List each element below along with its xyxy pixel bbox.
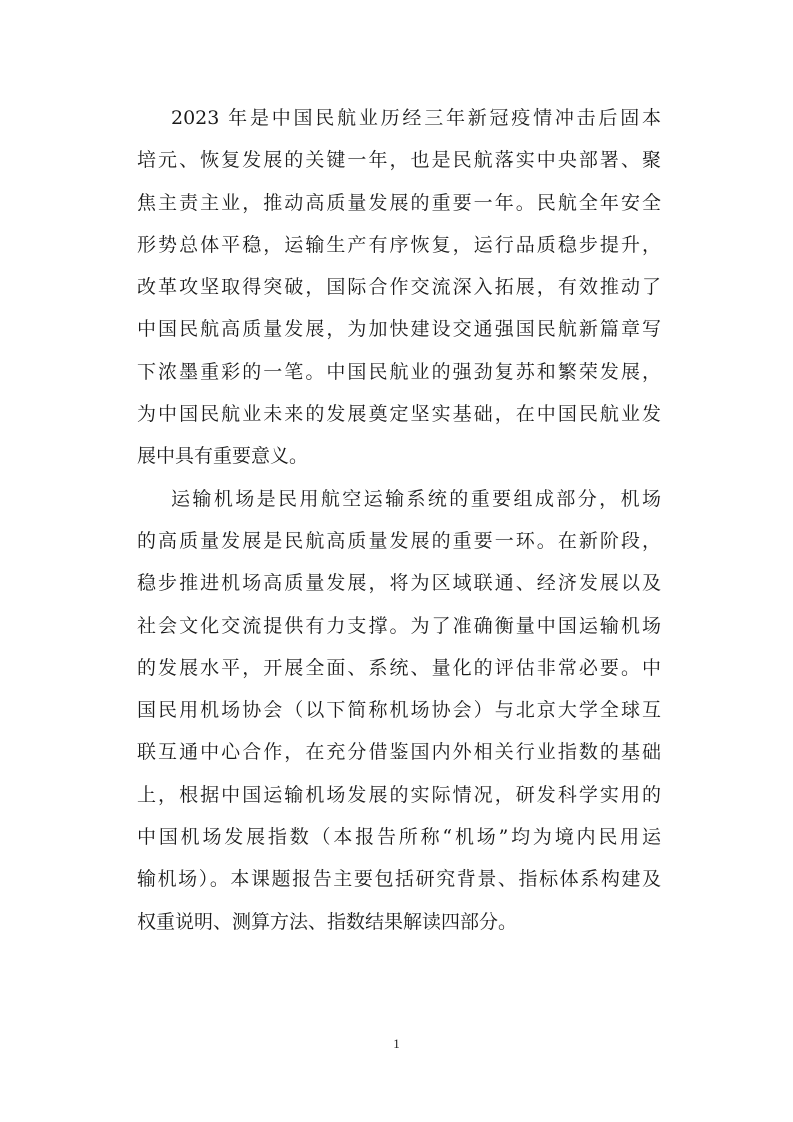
paragraph-line: 的发展水平，开展全面、系统、量化的评估非常必要。中 bbox=[137, 656, 661, 679]
paragraph-line: 2023 年是中国民航业历经三年新冠疫情冲击后固本 bbox=[171, 107, 661, 129]
paragraph-line: 改革攻坚取得突破，国际合作交流深入拓展，有效推动了 bbox=[137, 276, 661, 299]
paragraph-line: 联互通中心合作，在充分借鉴国内外相关行业指数的基础 bbox=[137, 741, 661, 764]
paragraph-line: 焦主责主业，推动高质量发展的重要一年。民航全年安全 bbox=[137, 191, 661, 214]
paragraph-line: 培元、恢复发展的关键一年，也是民航落实中央部署、聚 bbox=[137, 149, 661, 172]
paragraph-line: 上，根据中国运输机场发展的实际情况，研发科学实用的 bbox=[137, 783, 661, 806]
paragraph-line: 为中国民航业未来的发展奠定坚实基础，在中国民航业发 bbox=[137, 403, 661, 426]
paragraph-1 bbox=[137, 97, 661, 478]
paragraph-line: 形势总体平稳，运输生产有序恢复，运行品质稳步提升， bbox=[137, 233, 661, 256]
paragraph-2 bbox=[137, 478, 661, 943]
paragraph-line: 社会文化交流提供有力支撑。为了准确衡量中国运输机场 bbox=[137, 614, 661, 637]
paragraph-line: 运输机场是民用航空运输系统的重要组成部分，机场 bbox=[171, 487, 661, 510]
paragraph-line: 权重说明、测算方法、指数结果解读四部分。 bbox=[137, 910, 518, 933]
paragraph-line: 输机场）。本课题报告主要包括研究背景、指标体系构建及 bbox=[137, 868, 661, 891]
paragraph-line: 中国民航高质量发展，为加快建设交通强国民航新篇章写 bbox=[137, 318, 661, 341]
paragraph-line: 下浓墨重彩的一笔。中国民航业的强劲复苏和繁荣发展， bbox=[137, 360, 661, 383]
paragraph-line: 的高质量发展是民航高质量发展的重要一环。在新阶段， bbox=[137, 529, 661, 552]
paragraph-line: 国民用机场协会（以下简称机场协会）与北京大学全球互 bbox=[137, 699, 661, 722]
paragraph-line: 中国机场发展指数（本报告所称“机场”均为境内民用运 bbox=[137, 826, 661, 849]
paragraph-line: 展中具有重要意义。 bbox=[137, 445, 309, 468]
body-text bbox=[137, 97, 661, 943]
page-number: 1 bbox=[393, 1036, 400, 1051]
paragraph-line: 稳步推进机场高质量发展，将为区域联通、经济发展以及 bbox=[137, 572, 661, 595]
